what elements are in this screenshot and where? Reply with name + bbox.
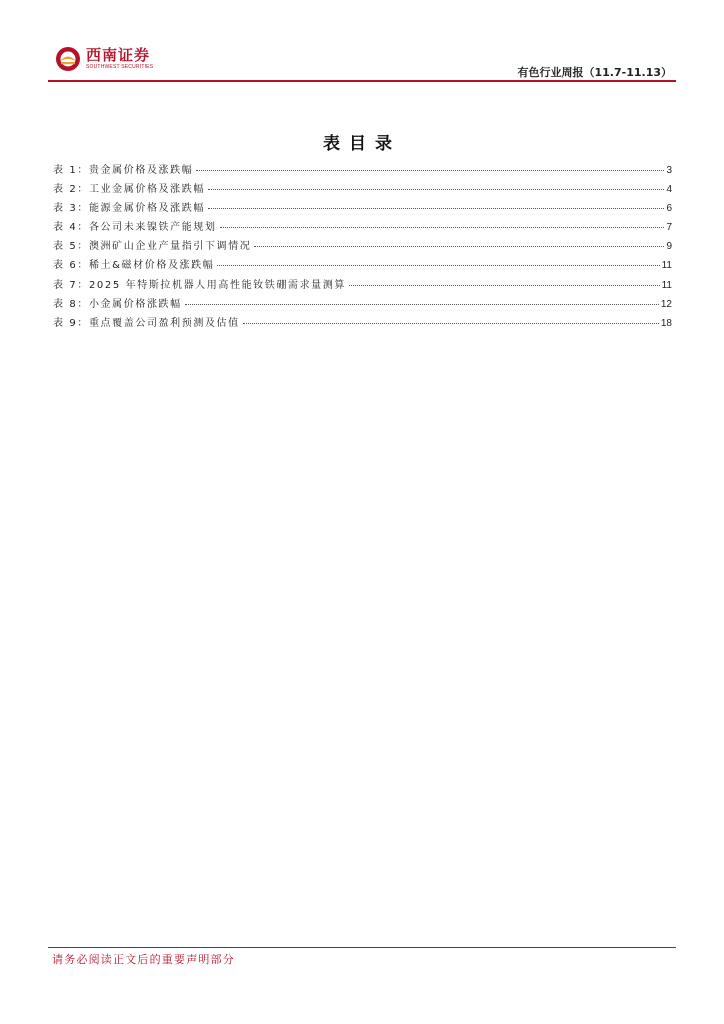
toc-entry-label: 表 3：能源金属价格及涨跌幅 [53, 203, 205, 215]
toc-entry-page: 11 [661, 279, 672, 291]
table-of-contents [53, 161, 672, 333]
toc-entry-page: 12 [660, 298, 672, 310]
toc-entry-page: 9 [666, 241, 672, 253]
toc-entry[interactable] [53, 237, 672, 256]
toc-entry-page: 11 [661, 260, 672, 272]
toc-entry-label: 表 8：小金属价格涨跌幅 [53, 298, 182, 310]
toc-entry[interactable] [53, 180, 672, 199]
toc-entry-page: 3 [666, 165, 672, 176]
toc-entry-page: 7 [666, 222, 672, 234]
toc-dot-leader [185, 304, 659, 305]
toc-entry-label: 表 5：澳洲矿山企业产量指引下调情况 [53, 241, 252, 253]
toc-entry-label: 表 4：各公司未来镍铁产能规划 [53, 222, 217, 234]
toc-entry[interactable] [53, 256, 672, 275]
toc-entry[interactable] [53, 276, 672, 295]
toc-entry[interactable] [53, 161, 672, 180]
toc-entry-page: 4 [666, 184, 672, 196]
toc-dot-leader [208, 189, 664, 190]
header-divider [48, 80, 676, 82]
toc-dot-leader [220, 227, 665, 228]
company-logo [55, 44, 153, 74]
toc-entry-label: 表 2：工业金属价格及涨跌幅 [53, 184, 205, 196]
logo-emblem-icon [55, 46, 81, 72]
toc-dot-leader [217, 265, 659, 266]
footer-disclaimer: 请务必阅读正文后的重要声明部分 [52, 953, 235, 966]
toc-entry-label: 表 1：贵金属价格及涨跌幅 [53, 165, 194, 176]
toc-entry[interactable] [53, 295, 672, 314]
toc-entry[interactable] [53, 218, 672, 237]
toc-entry-page: 6 [666, 203, 672, 215]
toc-dot-leader [254, 246, 664, 247]
logo-english-name: SOUTHWEST SECURITIES [86, 64, 154, 70]
toc-entry-label: 表 9：重点覆盖公司盈利预测及估值 [53, 317, 240, 329]
toc-entry-label: 表 6：稀土&磁材价格及涨跌幅 [53, 260, 215, 272]
toc-dot-leader [243, 323, 659, 324]
toc-entry-page: 18 [660, 317, 672, 329]
toc-entry[interactable] [53, 314, 672, 333]
toc-heading: 表目录 [323, 134, 401, 154]
toc-entry[interactable] [53, 199, 672, 218]
footer-divider [48, 947, 676, 948]
toc-dot-leader [349, 285, 660, 286]
logo-chinese-name: 西南证券 [86, 46, 151, 64]
toc-dot-leader [208, 208, 664, 209]
toc-dot-leader [196, 170, 664, 171]
toc-entry-label: 表 7：2025 年特斯拉机器人用高性能钕铁硼需求量测算 [53, 279, 346, 291]
report-title: 有色行业周报（11.7-11.13） [517, 66, 672, 79]
